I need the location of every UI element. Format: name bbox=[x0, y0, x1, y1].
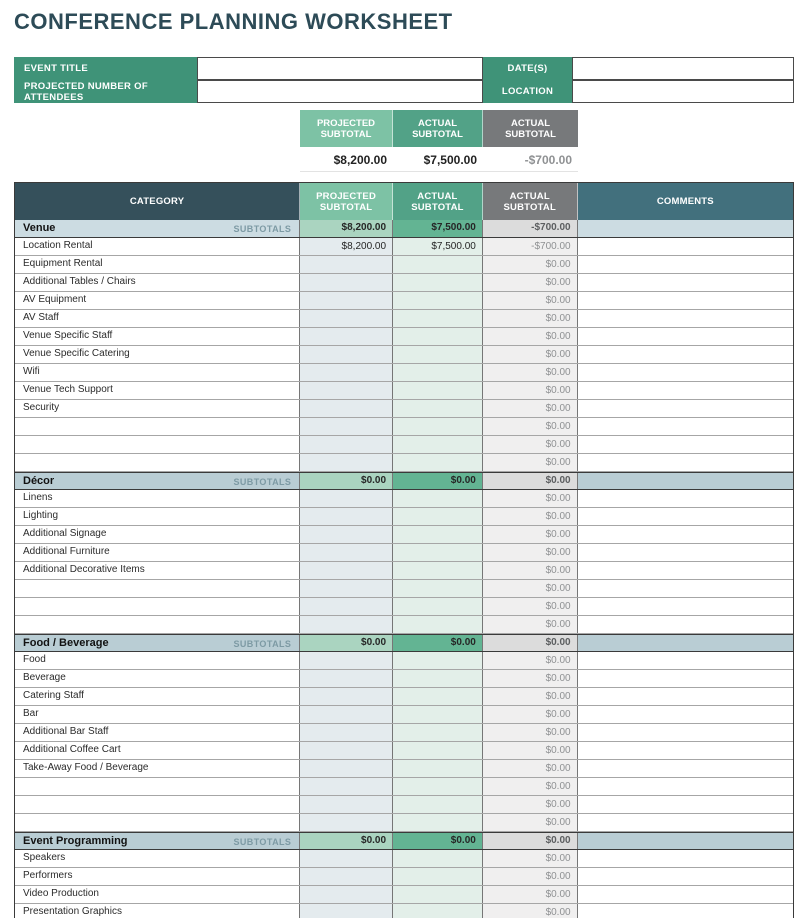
item-label-cell[interactable] bbox=[15, 706, 300, 723]
difference-cell[interactable]: $0.00 bbox=[483, 256, 578, 273]
actual-subtotal-cell[interactable] bbox=[393, 886, 483, 903]
table-row bbox=[15, 724, 793, 742]
difference-cell[interactable]: $0.00 bbox=[483, 292, 578, 309]
actual-subtotal-cell[interactable] bbox=[393, 562, 483, 579]
page-title: CONFERENCE PLANNING WORKSHEET bbox=[14, 9, 453, 34]
item-label: Additional Bar Staff bbox=[23, 726, 109, 737]
item-label: Venue Tech Support bbox=[23, 384, 113, 395]
difference-cell[interactable]: $0.00 bbox=[483, 886, 578, 903]
difference-cell[interactable]: $0.00 bbox=[483, 328, 578, 345]
item-label-cell[interactable] bbox=[15, 364, 300, 381]
comments-cell[interactable] bbox=[578, 346, 793, 363]
item-label: Lighting bbox=[23, 510, 59, 521]
projected-subtotal-cell[interactable] bbox=[300, 346, 393, 363]
comments-cell[interactable] bbox=[578, 796, 793, 813]
dates-label: DATE(S) bbox=[483, 57, 572, 80]
table-row bbox=[15, 526, 793, 544]
location-label: LOCATION bbox=[483, 80, 572, 103]
event-title-label: EVENT TITLE bbox=[14, 57, 197, 80]
actual-subtotal-cell[interactable] bbox=[393, 382, 483, 399]
section-projected-subtotal-cell[interactable]: $8,200.00 bbox=[300, 220, 393, 237]
item-label-cell[interactable] bbox=[15, 598, 300, 615]
table-row bbox=[15, 238, 793, 256]
difference-cell[interactable]: $0.00 bbox=[483, 310, 578, 327]
section-actual-subtotal-cell[interactable]: $0.00 bbox=[393, 473, 483, 489]
item-label: Take-Away Food / Beverage bbox=[23, 762, 149, 773]
dates-input[interactable] bbox=[572, 57, 794, 80]
item-label: Security bbox=[23, 402, 60, 413]
item-label-cell[interactable] bbox=[15, 436, 300, 453]
difference-cell[interactable]: $0.00 bbox=[483, 526, 578, 543]
difference-cell[interactable]: $0.00 bbox=[483, 760, 578, 777]
projected-subtotal-cell[interactable] bbox=[300, 742, 393, 759]
actual-subtotal-cell[interactable] bbox=[393, 580, 483, 597]
table-row bbox=[15, 760, 793, 778]
projected-subtotal-cell[interactable] bbox=[300, 616, 393, 633]
section-name: Venue bbox=[23, 222, 56, 234]
table-row bbox=[15, 274, 793, 292]
grand-totals-header bbox=[300, 110, 578, 147]
item-label-cell[interactable] bbox=[15, 760, 300, 777]
projected-subtotal-cell[interactable] bbox=[300, 562, 393, 579]
table-row bbox=[15, 310, 793, 328]
summary-projected-value[interactable]: $8,200.00 bbox=[333, 153, 387, 167]
item-label-cell[interactable] bbox=[15, 310, 300, 327]
actual-subtotal-cell[interactable] bbox=[393, 688, 483, 705]
section-actual-subtotal-cell[interactable]: $0.00 bbox=[393, 833, 483, 849]
actual-subtotal-cell[interactable] bbox=[393, 544, 483, 561]
item-label: Speakers bbox=[23, 852, 66, 863]
event-info-panel bbox=[14, 57, 794, 103]
summary-actual-header: ACTUAL SUBTOTAL bbox=[393, 110, 483, 147]
difference-cell[interactable]: $0.00 bbox=[483, 814, 578, 831]
table-row bbox=[15, 706, 793, 724]
projected-subtotal-cell[interactable] bbox=[300, 850, 393, 867]
item-label: AV Staff bbox=[23, 312, 59, 323]
actual-subtotal-cell[interactable] bbox=[393, 706, 483, 723]
actual-subtotal-cell[interactable] bbox=[393, 274, 483, 291]
section-name: Event Programming bbox=[23, 835, 128, 847]
difference-cell[interactable]: $0.00 bbox=[483, 364, 578, 381]
subtotals-label: SUBTOTALS bbox=[233, 638, 292, 649]
comments-cell[interactable] bbox=[578, 508, 793, 525]
comments-cell[interactable] bbox=[578, 616, 793, 633]
comments-cell[interactable] bbox=[578, 580, 793, 597]
table-row bbox=[15, 382, 793, 400]
actual-subtotal-cell[interactable] bbox=[393, 850, 483, 867]
comments-cell[interactable] bbox=[578, 238, 793, 255]
projected-subtotal-cell[interactable] bbox=[300, 760, 393, 777]
projected-subtotal-cell[interactable] bbox=[300, 490, 393, 507]
section-comments-cell[interactable] bbox=[578, 635, 793, 651]
comments-cell[interactable] bbox=[578, 310, 793, 327]
table-row bbox=[15, 904, 793, 918]
table-row bbox=[15, 688, 793, 706]
item-label-cell[interactable] bbox=[15, 904, 300, 918]
table-row bbox=[15, 886, 793, 904]
item-label: Equipment Rental bbox=[23, 258, 103, 269]
summary-difference-value[interactable]: -$700.00 bbox=[524, 153, 572, 167]
item-label: Linens bbox=[23, 492, 53, 503]
summary-actual-value[interactable]: $7,500.00 bbox=[423, 153, 477, 167]
difference-cell[interactable]: $0.00 bbox=[483, 382, 578, 399]
projected-subtotal-cell[interactable] bbox=[300, 904, 393, 918]
table-row bbox=[15, 652, 793, 670]
table-row bbox=[15, 778, 793, 796]
item-label-cell[interactable] bbox=[15, 328, 300, 345]
table-row bbox=[15, 670, 793, 688]
item-label-cell[interactable] bbox=[15, 526, 300, 543]
difference-cell[interactable]: $0.00 bbox=[483, 706, 578, 723]
actual-subtotal-cell[interactable] bbox=[393, 418, 483, 435]
actual-subtotal-cell[interactable] bbox=[393, 670, 483, 687]
item-label: Additional Coffee Cart bbox=[23, 744, 121, 755]
section-comments-cell[interactable] bbox=[578, 220, 793, 237]
actual-subtotal-cell[interactable] bbox=[393, 760, 483, 777]
comments-cell[interactable] bbox=[578, 274, 793, 291]
item-label: Performers bbox=[23, 870, 73, 881]
item-label-cell[interactable] bbox=[15, 616, 300, 633]
comments-cell[interactable] bbox=[578, 526, 793, 543]
item-label-cell[interactable] bbox=[15, 274, 300, 291]
section-difference-cell[interactable]: $0.00 bbox=[483, 833, 578, 849]
item-label-cell[interactable] bbox=[15, 796, 300, 813]
difference-cell[interactable]: $0.00 bbox=[483, 904, 578, 918]
item-label: Venue Specific Catering bbox=[23, 348, 130, 359]
budget-table-header bbox=[15, 183, 793, 220]
summary-difference-header: ACTUAL SUBTOTAL bbox=[483, 110, 578, 147]
comments-cell[interactable] bbox=[578, 418, 793, 435]
comments-cell[interactable] bbox=[578, 454, 793, 471]
projected-subtotal-cell[interactable] bbox=[300, 274, 393, 291]
actual-subtotal-cell[interactable] bbox=[393, 256, 483, 273]
actual-subtotal-cell[interactable] bbox=[393, 814, 483, 831]
difference-cell[interactable]: $0.00 bbox=[483, 274, 578, 291]
difference-cell[interactable]: -$700.00 bbox=[483, 238, 578, 255]
item-label: Presentation Graphics bbox=[23, 906, 122, 917]
header-actual-subtotal: ACTUAL SUBTOTAL bbox=[393, 183, 483, 220]
comments-cell[interactable] bbox=[578, 724, 793, 741]
difference-cell[interactable]: $0.00 bbox=[483, 454, 578, 471]
comments-cell[interactable] bbox=[578, 292, 793, 309]
projected-subtotal-cell[interactable] bbox=[300, 526, 393, 543]
projected-subtotal-cell[interactable] bbox=[300, 418, 393, 435]
section-actual-subtotal-cell[interactable]: $0.00 bbox=[393, 635, 483, 651]
projected-subtotal-cell[interactable] bbox=[300, 436, 393, 453]
projected-subtotal-cell[interactable] bbox=[300, 400, 393, 417]
location-input[interactable] bbox=[572, 80, 794, 103]
comments-cell[interactable] bbox=[578, 490, 793, 507]
projected-subtotal-cell[interactable] bbox=[300, 454, 393, 471]
table-row bbox=[15, 598, 793, 616]
table-row bbox=[15, 364, 793, 382]
projected-subtotal-cell[interactable] bbox=[300, 292, 393, 309]
section-name: Décor bbox=[23, 475, 55, 487]
item-label: Additional Signage bbox=[23, 528, 107, 539]
subtotals-label: SUBTOTALS bbox=[233, 476, 292, 487]
comments-cell[interactable] bbox=[578, 886, 793, 903]
actual-subtotal-cell[interactable] bbox=[393, 652, 483, 669]
projected-subtotal-cell[interactable] bbox=[300, 580, 393, 597]
table-row bbox=[15, 418, 793, 436]
projected-subtotal-cell[interactable] bbox=[300, 688, 393, 705]
difference-cell[interactable]: $0.00 bbox=[483, 778, 578, 795]
item-label: Additional Furniture bbox=[23, 546, 110, 557]
comments-cell[interactable] bbox=[578, 436, 793, 453]
comments-cell[interactable] bbox=[578, 778, 793, 795]
comments-cell[interactable] bbox=[578, 544, 793, 561]
table-row bbox=[15, 616, 793, 634]
table-row bbox=[15, 562, 793, 580]
actual-subtotal-cell[interactable] bbox=[393, 868, 483, 885]
difference-cell[interactable]: $0.00 bbox=[483, 796, 578, 813]
actual-subtotal-cell[interactable] bbox=[393, 364, 483, 381]
difference-cell[interactable]: $0.00 bbox=[483, 418, 578, 435]
item-label-cell[interactable] bbox=[15, 652, 300, 669]
projected-subtotal-cell[interactable] bbox=[300, 814, 393, 831]
difference-cell[interactable]: $0.00 bbox=[483, 616, 578, 633]
grand-totals-values bbox=[300, 147, 578, 172]
projected-subtotal-cell[interactable] bbox=[300, 328, 393, 345]
actual-subtotal-cell[interactable] bbox=[393, 508, 483, 525]
difference-cell[interactable]: $0.00 bbox=[483, 688, 578, 705]
table-row bbox=[15, 490, 793, 508]
projected-subtotal-cell[interactable] bbox=[300, 796, 393, 813]
actual-subtotal-cell[interactable] bbox=[393, 292, 483, 309]
comments-cell[interactable] bbox=[578, 850, 793, 867]
section-title-cell[interactable] bbox=[15, 833, 300, 849]
table-row bbox=[15, 580, 793, 598]
section-row bbox=[15, 832, 793, 850]
section-projected-subtotal-cell[interactable]: $0.00 bbox=[300, 473, 393, 489]
table-row bbox=[15, 544, 793, 562]
item-label: AV Equipment bbox=[23, 294, 87, 305]
item-label-cell[interactable] bbox=[15, 580, 300, 597]
actual-subtotal-cell[interactable] bbox=[393, 436, 483, 453]
subtotals-label: SUBTOTALS bbox=[233, 836, 292, 847]
item-label-cell[interactable] bbox=[15, 382, 300, 399]
section-projected-subtotal-cell[interactable]: $0.00 bbox=[300, 833, 393, 849]
comments-cell[interactable] bbox=[578, 256, 793, 273]
projected-subtotal-cell[interactable] bbox=[300, 868, 393, 885]
difference-cell[interactable]: $0.00 bbox=[483, 598, 578, 615]
budget-table bbox=[14, 182, 794, 918]
difference-cell[interactable]: $0.00 bbox=[483, 850, 578, 867]
item-label-cell[interactable] bbox=[15, 670, 300, 687]
comments-cell[interactable] bbox=[578, 652, 793, 669]
section-title-cell[interactable] bbox=[15, 635, 300, 651]
table-row bbox=[15, 256, 793, 274]
projected-subtotal-cell[interactable] bbox=[300, 778, 393, 795]
table-row bbox=[15, 454, 793, 472]
comments-cell[interactable] bbox=[578, 868, 793, 885]
projected-subtotal-cell[interactable]: $8,200.00 bbox=[300, 238, 393, 255]
projected-subtotal-cell[interactable] bbox=[300, 310, 393, 327]
projected-subtotal-cell[interactable] bbox=[300, 256, 393, 273]
item-label-cell[interactable] bbox=[15, 544, 300, 561]
item-label: Venue Specific Staff bbox=[23, 330, 113, 341]
item-label-cell[interactable] bbox=[15, 562, 300, 579]
comments-cell[interactable] bbox=[578, 760, 793, 777]
actual-subtotal-cell[interactable] bbox=[393, 310, 483, 327]
projected-subtotal-cell[interactable] bbox=[300, 652, 393, 669]
budget-table-body bbox=[15, 220, 793, 918]
item-label: Location Rental bbox=[23, 240, 93, 251]
projected-subtotal-cell[interactable] bbox=[300, 724, 393, 741]
actual-subtotal-cell[interactable] bbox=[393, 526, 483, 543]
comments-cell[interactable] bbox=[578, 814, 793, 831]
item-label: Video Production bbox=[23, 888, 99, 899]
item-label-cell[interactable] bbox=[15, 868, 300, 885]
table-row bbox=[15, 742, 793, 760]
projected-subtotal-cell[interactable] bbox=[300, 670, 393, 687]
section-name: Food / Beverage bbox=[23, 637, 109, 649]
item-label-cell[interactable] bbox=[15, 886, 300, 903]
item-label-cell[interactable] bbox=[15, 850, 300, 867]
difference-cell[interactable]: $0.00 bbox=[483, 742, 578, 759]
actual-subtotal-cell[interactable] bbox=[393, 490, 483, 507]
item-label: Bar bbox=[23, 708, 39, 719]
section-projected-subtotal-cell[interactable]: $0.00 bbox=[300, 635, 393, 651]
difference-cell[interactable]: $0.00 bbox=[483, 436, 578, 453]
summary-projected-header: PROJECTED SUBTOTAL bbox=[300, 110, 393, 147]
item-label-cell[interactable] bbox=[15, 688, 300, 705]
comments-cell[interactable] bbox=[578, 400, 793, 417]
difference-cell[interactable]: $0.00 bbox=[483, 508, 578, 525]
actual-subtotal-cell[interactable] bbox=[393, 400, 483, 417]
projected-subtotal-cell[interactable] bbox=[300, 364, 393, 381]
attendees-input[interactable] bbox=[197, 80, 483, 103]
header-category: CATEGORY bbox=[15, 183, 300, 220]
section-title-cell[interactable] bbox=[15, 220, 300, 237]
section-difference-cell[interactable]: $0.00 bbox=[483, 473, 578, 489]
projected-subtotal-cell[interactable] bbox=[300, 508, 393, 525]
actual-subtotal-cell[interactable]: $7,500.00 bbox=[393, 238, 483, 255]
difference-cell[interactable]: $0.00 bbox=[483, 580, 578, 597]
item-label: Wifi bbox=[23, 366, 40, 377]
actual-subtotal-cell[interactable] bbox=[393, 598, 483, 615]
attendees-label: PROJECTED NUMBER OF ATTENDEES bbox=[14, 80, 197, 103]
actual-subtotal-cell[interactable] bbox=[393, 742, 483, 759]
difference-cell[interactable]: $0.00 bbox=[483, 724, 578, 741]
section-difference-cell[interactable]: $0.00 bbox=[483, 635, 578, 651]
table-row bbox=[15, 328, 793, 346]
item-label-cell[interactable] bbox=[15, 454, 300, 471]
item-label-cell[interactable] bbox=[15, 814, 300, 831]
section-row bbox=[15, 220, 793, 238]
actual-subtotal-cell[interactable] bbox=[393, 328, 483, 345]
header-actual-subtotal-difference: ACTUAL SUBTOTAL bbox=[483, 183, 578, 220]
item-label-cell[interactable] bbox=[15, 724, 300, 741]
item-label: Additional Tables / Chairs bbox=[23, 276, 136, 287]
grand-totals-panel bbox=[300, 110, 578, 172]
subtotals-label: SUBTOTALS bbox=[233, 223, 292, 234]
actual-subtotal-cell[interactable] bbox=[393, 724, 483, 741]
table-row bbox=[15, 814, 793, 832]
difference-cell[interactable]: $0.00 bbox=[483, 868, 578, 885]
difference-cell[interactable]: $0.00 bbox=[483, 562, 578, 579]
comments-cell[interactable] bbox=[578, 688, 793, 705]
item-label-cell[interactable] bbox=[15, 400, 300, 417]
table-row bbox=[15, 868, 793, 886]
comments-cell[interactable] bbox=[578, 328, 793, 345]
actual-subtotal-cell[interactable] bbox=[393, 778, 483, 795]
table-row bbox=[15, 436, 793, 454]
actual-subtotal-cell[interactable] bbox=[393, 616, 483, 633]
item-label-cell[interactable] bbox=[15, 508, 300, 525]
item-label-cell[interactable] bbox=[15, 742, 300, 759]
comments-cell[interactable] bbox=[578, 742, 793, 759]
difference-cell[interactable]: $0.00 bbox=[483, 400, 578, 417]
difference-cell[interactable]: $0.00 bbox=[483, 652, 578, 669]
item-label-cell[interactable] bbox=[15, 418, 300, 435]
item-label: Catering Staff bbox=[23, 690, 84, 701]
actual-subtotal-cell[interactable] bbox=[393, 346, 483, 363]
comments-cell[interactable] bbox=[578, 706, 793, 723]
table-row bbox=[15, 346, 793, 364]
section-row bbox=[15, 634, 793, 652]
header-projected-subtotal: PROJECTED SUBTOTAL bbox=[300, 183, 393, 220]
item-label-cell[interactable] bbox=[15, 292, 300, 309]
table-row bbox=[15, 292, 793, 310]
projected-subtotal-cell[interactable] bbox=[300, 706, 393, 723]
section-row bbox=[15, 472, 793, 490]
section-comments-cell[interactable] bbox=[578, 833, 793, 849]
comments-cell[interactable] bbox=[578, 670, 793, 687]
actual-subtotal-cell[interactable] bbox=[393, 454, 483, 471]
header-comments: COMMENTS bbox=[578, 183, 793, 220]
section-actual-subtotal-cell[interactable]: $7,500.00 bbox=[393, 220, 483, 237]
table-row bbox=[15, 508, 793, 526]
section-comments-cell[interactable] bbox=[578, 473, 793, 489]
item-label-cell[interactable] bbox=[15, 490, 300, 507]
comments-cell[interactable] bbox=[578, 382, 793, 399]
difference-cell[interactable]: $0.00 bbox=[483, 490, 578, 507]
table-row bbox=[15, 850, 793, 868]
item-label-cell[interactable] bbox=[15, 256, 300, 273]
item-label-cell[interactable] bbox=[15, 778, 300, 795]
difference-cell[interactable]: $0.00 bbox=[483, 346, 578, 363]
comments-cell[interactable] bbox=[578, 562, 793, 579]
difference-cell[interactable]: $0.00 bbox=[483, 670, 578, 687]
projected-subtotal-cell[interactable] bbox=[300, 382, 393, 399]
comments-cell[interactable] bbox=[578, 364, 793, 381]
table-row bbox=[15, 796, 793, 814]
comments-cell[interactable] bbox=[578, 904, 793, 918]
item-label: Beverage bbox=[23, 672, 66, 683]
projected-subtotal-cell[interactable] bbox=[300, 598, 393, 615]
actual-subtotal-cell[interactable] bbox=[393, 904, 483, 918]
actual-subtotal-cell[interactable] bbox=[393, 796, 483, 813]
projected-subtotal-cell[interactable] bbox=[300, 886, 393, 903]
item-label-cell[interactable] bbox=[15, 238, 300, 255]
item-label-cell[interactable] bbox=[15, 346, 300, 363]
table-row bbox=[15, 400, 793, 418]
event-title-input[interactable] bbox=[197, 57, 483, 80]
difference-cell[interactable]: $0.00 bbox=[483, 544, 578, 561]
item-label: Food bbox=[23, 654, 46, 665]
item-label: Additional Decorative Items bbox=[23, 564, 145, 575]
section-difference-cell[interactable]: -$700.00 bbox=[483, 220, 578, 237]
comments-cell[interactable] bbox=[578, 598, 793, 615]
section-title-cell[interactable] bbox=[15, 473, 300, 489]
projected-subtotal-cell[interactable] bbox=[300, 544, 393, 561]
